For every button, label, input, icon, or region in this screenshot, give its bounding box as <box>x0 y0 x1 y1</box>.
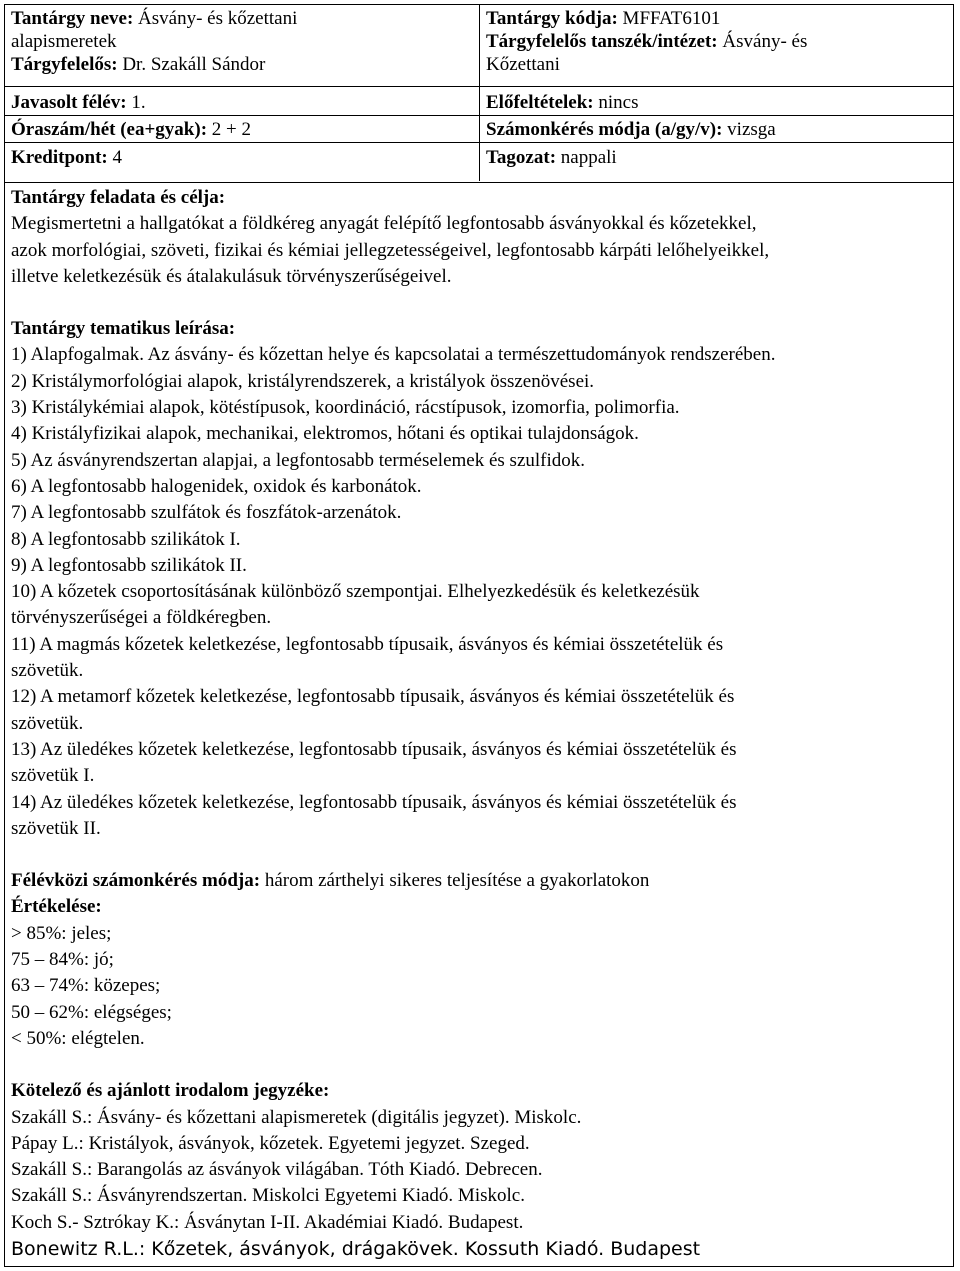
topics-heading: Tantárgy tematikus leírása: <box>11 318 236 340</box>
hours <box>11 118 473 141</box>
responsible-label: Tárgyfelelős: <box>11 54 118 75</box>
grade-line: 75 – 84%: jó; <box>11 949 114 971</box>
row-divider <box>5 86 479 87</box>
row-divider <box>479 86 953 87</box>
exam-label: Számonkérés módja (a/gy/v): <box>486 119 723 140</box>
topic-line: 3) Kristálykémiai alapok, kötéstípusok, koordináció, rácstípusok, izomorfia, polimorfia. <box>11 397 680 419</box>
credit <box>11 146 473 169</box>
prereq-label: Előfeltételek: <box>486 92 594 113</box>
subject-name <box>11 7 473 76</box>
exam-value: vizsga <box>727 119 776 140</box>
dept-value: Ásvány- és <box>722 31 808 52</box>
topic-line: 12) A metamorf kőzetek keletkezése, legfontosabb típusaik, ásványos és kémiai összetételük és <box>11 686 735 708</box>
grade-line: > 85%: jeles; <box>11 922 112 944</box>
row-divider <box>479 115 953 116</box>
midterm-value: három zárthelyi sikeres teljesítése a gyakorlatokon <box>264 870 650 892</box>
course-body <box>11 185 947 1262</box>
grade-line: 63 – 74%: közepes; <box>11 975 161 997</box>
dept-label: Tárgyfelelős tanszék/intézet: <box>486 31 718 52</box>
topic-line: 8) A legfontosabb szilikátok I. <box>11 528 241 550</box>
dept-value-cont: Kőzettani <box>486 54 560 75</box>
literature-item: Szakáll S.: Barangolás az ásványok világában. Tóth Kiadó. Debrecen. <box>11 1159 543 1181</box>
course-sheet <box>4 4 954 1267</box>
credit-value: 4 <box>112 147 123 168</box>
header-divider <box>479 5 480 181</box>
study-mode <box>486 146 948 169</box>
responsible-value: Dr. Szakáll Sándor <box>122 54 266 75</box>
grade-line: < 50%: elégtelen. <box>11 1027 145 1049</box>
midterm-label: Félévközi számonkérés módja: <box>11 870 261 892</box>
topic-line: 4) Kristályfizikai alapok, mechanikai, elektromos, hőtani és optikai tulajdonságok. <box>11 423 639 445</box>
hours-label: Óraszám/hét (ea+gyak): <box>11 119 208 140</box>
subject-name-label: Tantárgy neve: <box>11 8 134 29</box>
semester <box>11 91 473 114</box>
credit-label: Kreditpont: <box>11 147 108 168</box>
exam-type <box>486 118 948 141</box>
topic-line: 11) A magmás kőzetek keletkezése, legfontosabb típusaik, ásványos és kémiai összetételük és <box>11 633 724 655</box>
header-table <box>5 5 953 183</box>
literature-item: Koch S.- Sztrókay K.: Ásványtan I-II. Akadémiai Kiadó. Budapest. <box>11 1211 524 1233</box>
goal-line: illetve keletkezésük és átalakulásuk törvényszerűségeivel. <box>11 265 452 287</box>
row-divider <box>5 115 479 116</box>
semester-label: Javasolt félév: <box>11 92 127 113</box>
topic-line: 6) A legfontosabb halogenidek, oxidok és karbonátok. <box>11 475 422 497</box>
topic-line: 10) A kőzetek csoportosításának különböző szempontjai. Elhelyezkedésük és keletkezésük <box>11 581 700 603</box>
topic-line: törvényszerűségei a földkéregben. <box>11 607 272 629</box>
subject-name-value: Ásvány- és kőzettani <box>138 8 298 29</box>
grading-label: Értékelése: <box>11 896 102 918</box>
topic-line: szövetük. <box>11 712 84 734</box>
grade-line: 50 – 62%: elégséges; <box>11 1001 172 1023</box>
literature-heading: Kötelező és ajánlott irodalom jegyzéke: <box>11 1080 330 1102</box>
subject-name-value-cont: alapismeretek <box>11 31 117 52</box>
mode-label: Tagozat: <box>486 147 557 168</box>
topic-line: 14) Az üledékes kőzetek keletkezése, legfontosabb típusaik, ásványos és kémiai összetételük és <box>11 791 737 813</box>
goal-line: azok morfológiai, szöveti, fizikai és kémiai jellegzetességeivel, legfontosabb kárpáti lelőhelyeikkel, <box>11 239 770 261</box>
row-divider <box>5 142 479 143</box>
subject-code <box>486 7 948 76</box>
literature-item: Szakáll S.: Ásvány- és kőzettani alapismeretek (digitális jegyzet). Miskolc. <box>11 1106 582 1128</box>
topic-line: 5) Az ásványrendszertan alapjai, a legfontosabb terméselemek és szulfidok. <box>11 449 586 471</box>
topic-line: 9) A legfontosabb szilikátok II. <box>11 554 247 576</box>
literature-item: Bonewitz R.L.: Kőzetek, ásványok, drágakövek. Kossuth Kiadó. Budapest <box>11 1237 701 1260</box>
topic-line: 1) Alapfogalmak. Az ásvány- és kőzettan helye és kapcsolatai a természettudományok rendszerében. <box>11 344 776 366</box>
literature-item: Szakáll S.: Ásványrendszertan. Miskolci Egyetemi Kiadó. Miskolc. <box>11 1185 525 1207</box>
prerequisites <box>486 91 948 114</box>
code-value: MFFAT6101 <box>622 8 721 29</box>
goal-line: Megismertetni a hallgatókat a földkéreg anyagát felépítő legfontosabb ásványokkal és kőzetekkel, <box>11 213 757 235</box>
topic-line: 2) Kristálymorfológiai alapok, kristályrendszerek, a kristályok összenövései. <box>11 370 595 392</box>
goal-heading: Tantárgy feladata és célja: <box>11 187 226 208</box>
code-label: Tantárgy kódja: <box>486 8 618 29</box>
literature-item: Pápay L.: Kristályok, ásványok, kőzetek. Egyetemi jegyzet. Szeged. <box>11 1132 530 1154</box>
topic-line: 7) A legfontosabb szulfátok és foszfátok-arzenátok. <box>11 502 402 524</box>
topic-line: 13) Az üledékes kőzetek keletkezése, legfontosabb típusaik, ásványos és kémiai összetételük és <box>11 738 737 760</box>
mode-value: nappali <box>560 147 617 168</box>
topic-line: szövetük I. <box>11 765 95 787</box>
prereq-value: nincs <box>598 92 639 113</box>
topic-line: szövetük. <box>11 660 84 682</box>
hours-value: 2 + 2 <box>211 119 251 140</box>
semester-value: 1. <box>131 92 146 113</box>
topic-line: szövetük II. <box>11 817 101 839</box>
row-divider <box>479 142 953 143</box>
